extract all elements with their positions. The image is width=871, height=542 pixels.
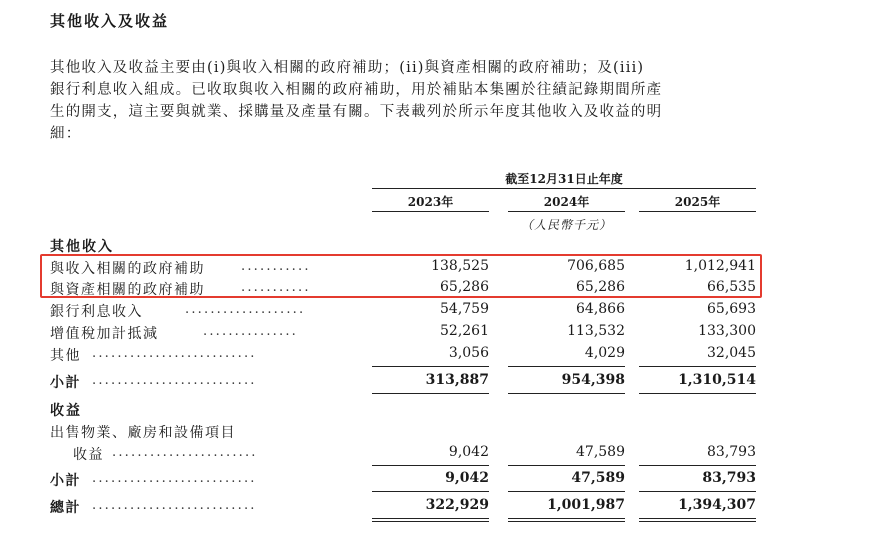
subtotal-rule bbox=[372, 491, 489, 492]
cell-vat-2025: 133,300 bbox=[698, 323, 756, 339]
leader-dots: .......................... bbox=[92, 373, 257, 388]
cell-subtotal2-2025: 83,793 bbox=[702, 470, 756, 486]
total-double-rule bbox=[639, 521, 756, 522]
paragraph-line-1: 其他收入及收益主要由(i)與收入相關的政府補助；(ii)與資產相關的政府補助；及(iii) bbox=[50, 60, 645, 76]
section-gains: 收益 bbox=[50, 403, 82, 419]
leader-dots: ........... bbox=[241, 280, 311, 295]
subtotal-rule bbox=[372, 465, 489, 466]
subtotal-rule bbox=[639, 465, 756, 466]
cell-total-2023: 322,929 bbox=[425, 497, 489, 513]
cell-subtotal1-2024: 954,398 bbox=[561, 372, 625, 388]
header-rule bbox=[372, 188, 756, 189]
column-2023: 2023年 bbox=[407, 195, 454, 209]
total-double-rule bbox=[508, 518, 625, 519]
cell-others-2024: 4,029 bbox=[584, 345, 625, 361]
subtotal-rule bbox=[508, 393, 625, 394]
subtotal-rule bbox=[508, 366, 625, 367]
cell-gov-income-2023: 138,525 bbox=[431, 258, 489, 274]
cell-sale-2025: 83,793 bbox=[707, 444, 756, 460]
cell-subtotal1-2025: 1,310,514 bbox=[678, 372, 756, 388]
cell-vat-2024: 113,532 bbox=[567, 323, 625, 339]
column-2024: 2024年 bbox=[543, 195, 590, 209]
cell-subtotal2-2023: 9,042 bbox=[445, 470, 489, 486]
total-double-rule bbox=[639, 518, 756, 519]
leader-dots: .......................... bbox=[92, 498, 257, 513]
cell-bank-interest-2025: 65,693 bbox=[707, 301, 756, 317]
row-label-subtotal: 小計 bbox=[50, 473, 81, 489]
leader-dots: ............... bbox=[203, 324, 298, 339]
row-label-bank-interest: 銀行利息收入 bbox=[50, 304, 143, 320]
leader-dots: .......................... bbox=[92, 471, 257, 486]
cell-gov-asset-2023: 65,286 bbox=[440, 279, 489, 295]
column-rule-2025 bbox=[639, 211, 756, 212]
total-double-rule bbox=[372, 518, 489, 519]
subtotal-rule bbox=[372, 393, 489, 394]
cell-others-2025: 32,045 bbox=[707, 345, 756, 361]
subtotal-rule bbox=[508, 465, 625, 466]
row-label-gov-asset: 與資產相關的政府補助 bbox=[50, 282, 205, 298]
cell-sale-2024: 47,589 bbox=[576, 444, 625, 460]
row-label-others: 其他 bbox=[50, 348, 81, 364]
cell-others-2023: 3,056 bbox=[448, 345, 489, 361]
row-label-gov-income: 與收入相關的政府補助 bbox=[50, 261, 205, 277]
paragraph-line-4: 細： bbox=[50, 126, 82, 142]
paragraph-line-3: 生的開支，這主要與就業、採購量及產量有關。下表載列於所示年度其他收入及收益的明 bbox=[50, 104, 663, 120]
leader-dots: .......................... bbox=[92, 346, 257, 361]
leader-dots: ................... bbox=[185, 302, 306, 317]
leader-dots: ....................... bbox=[112, 445, 258, 460]
cell-sale-2023: 9,042 bbox=[448, 444, 489, 460]
unit-label: （人民幣千元） bbox=[520, 218, 612, 232]
subtotal-rule bbox=[372, 366, 489, 367]
subtotal-rule bbox=[639, 491, 756, 492]
cell-gov-asset-2025: 66,535 bbox=[707, 279, 756, 295]
row-label-vat: 增值稅加計抵減 bbox=[50, 326, 159, 342]
paragraph-line-2: 銀行利息收入組成。已收取與收入相關的政府補助，用於補貼本集團於往績記錄期間所產 bbox=[50, 82, 663, 98]
row-label-subtotal: 小計 bbox=[50, 375, 81, 391]
subtotal-rule bbox=[508, 491, 625, 492]
row-label-total: 總計 bbox=[50, 500, 81, 516]
highlight-box bbox=[40, 254, 762, 298]
column-2025: 2025年 bbox=[674, 195, 721, 209]
subtotal-rule bbox=[639, 393, 756, 394]
cell-bank-interest-2023: 54,759 bbox=[440, 301, 489, 317]
cell-vat-2023: 52,261 bbox=[440, 323, 489, 339]
cell-total-2025: 1,394,307 bbox=[678, 497, 756, 513]
cell-bank-interest-2024: 64,866 bbox=[576, 301, 625, 317]
cell-subtotal1-2023: 313,887 bbox=[425, 372, 489, 388]
section-heading: 其他收入及收益 bbox=[50, 12, 170, 30]
cell-subtotal2-2024: 47,589 bbox=[571, 470, 625, 486]
total-double-rule bbox=[508, 521, 625, 522]
row-label-sale-line-1: 出售物業、廠房和設備項目 bbox=[50, 425, 236, 441]
row-label-sale-line-2: 收益 bbox=[73, 447, 104, 463]
cell-gov-income-2025: 1,012,941 bbox=[684, 258, 756, 274]
cell-gov-asset-2024: 65,286 bbox=[576, 279, 625, 295]
cell-gov-income-2024: 706,685 bbox=[567, 258, 625, 274]
period-title: 截至12月31日止年度 bbox=[505, 172, 623, 186]
cell-total-2024: 1,001,987 bbox=[547, 497, 625, 513]
total-double-rule bbox=[372, 521, 489, 522]
column-rule-2024 bbox=[508, 211, 625, 212]
leader-dots: ........... bbox=[241, 259, 311, 274]
column-rule-2023 bbox=[372, 211, 489, 212]
subtotal-rule bbox=[639, 366, 756, 367]
section-other-income: 其他收入 bbox=[50, 239, 114, 255]
